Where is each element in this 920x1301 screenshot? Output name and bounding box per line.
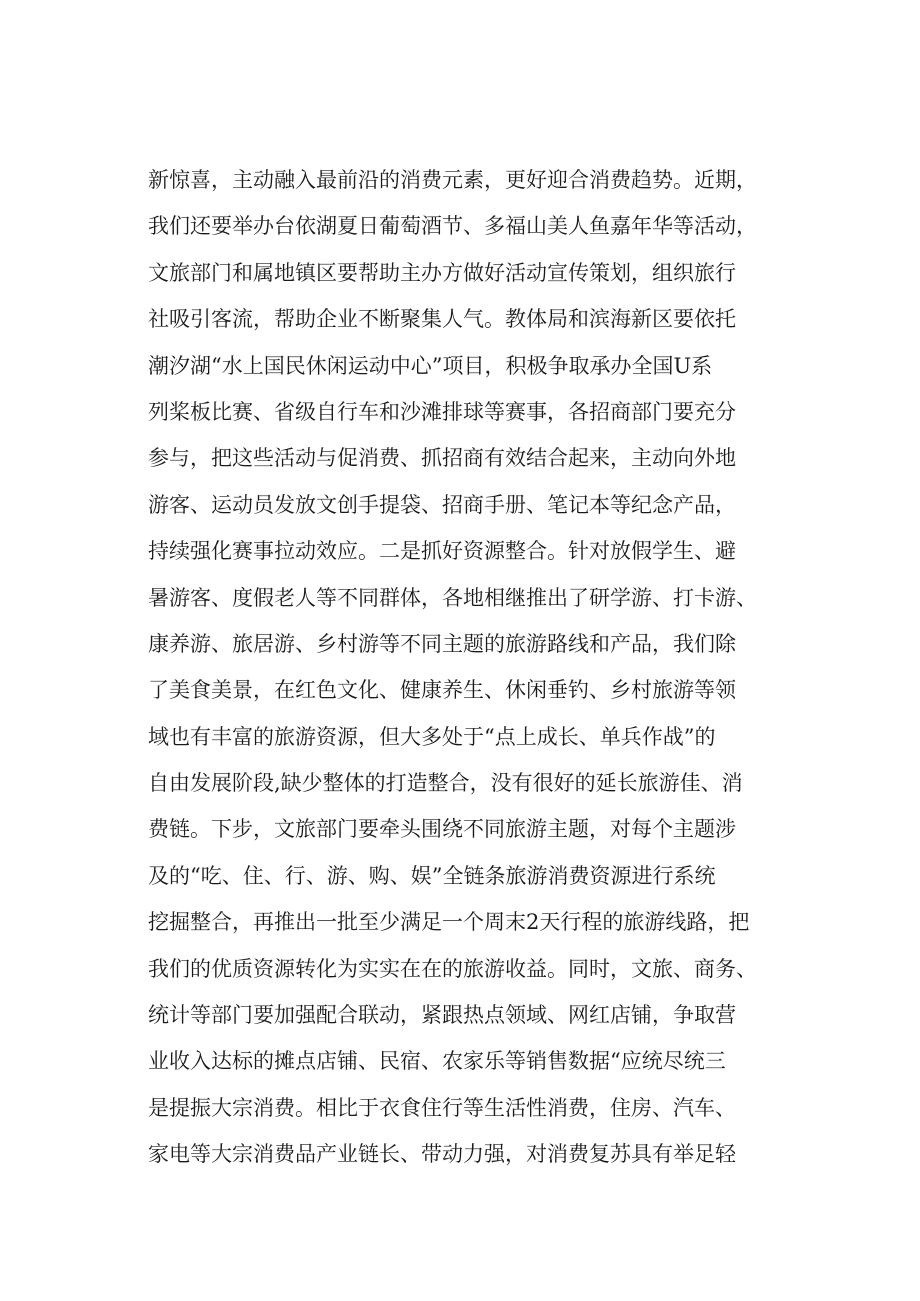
text-line: 业收入达标的摊点店铺、民宿、农家乐等销售数据“应统尽统三 (148, 1049, 726, 1074)
text-line: 是提振大宗消费。相比于衣食住行等生活性消费，住房、汽车、 (148, 1095, 736, 1120)
text-line: 统计等部门要加强配合联动，紧跟热点领域、网红店铺，争取营 (148, 1003, 736, 1028)
body-paragraph (148, 157, 808, 1178)
text-line: 我们的优质资源转化为实实在在的旅游收益。同时，文旅、商务、 (148, 956, 757, 981)
text-line: 费链。下步，文旅部门要牵头围绕不同旅游主题，对每个主题涉 (148, 817, 736, 842)
text-line: 持续强化赛事拉动效应。二是抓好资源整合。针对放假学生、避 (148, 539, 736, 564)
text-line: 自由发展阶段,缺少整体的打造整合，没有很好的延长旅游佳、消 (148, 771, 743, 796)
text-line: 域也有丰富的旅游资源，但大多处于“点上成长、单兵作战”的 (148, 724, 716, 749)
text-line: 了美食美景，在红色文化、健康养生、休闲垂钓、乡村旅游等领 (148, 678, 736, 703)
text-line: 游客、运动员发放文创手提袋、招商手册、笔记本等纪念产品， (148, 492, 736, 517)
text-line: 新惊喜，主动融入最前沿的消费元素，更好迎合消费趋势。近期， (148, 168, 757, 192)
text-line: 挖掘整合，再推出一批至少满足一个周末2天行程的旅游线路，把 (148, 910, 750, 935)
text-line: 列桨板比赛、省级自行车和沙滩排球等赛事，各招商部门要充分 (148, 399, 736, 424)
text-line: 暑游客、度假老人等不同群体，各地相继推出了研学游、打卡游、 (148, 585, 757, 610)
text-line: 我们还要举办台依湖夏日葡萄酒节、多福山美人鱼嘉年华等活动， (148, 214, 757, 239)
text-line: 及的“吃、住、行、游、购、娱”全链条旅游消费资源进行系统 (148, 863, 716, 888)
text-line: 社吸引客流，帮助企业不断聚集人气。教体局和滨海新区要依托 (148, 307, 736, 332)
text-line: 家电等大宗消费品产业链长、带动力强，对消费复苏具有举足轻 (148, 1142, 736, 1167)
text-line: 康养游、旅居游、乡村游等不同主题的旅游路线和产品，我们除 (148, 631, 736, 656)
text-line: 参与，把这些活动与促消费、抓招商有效结合起来，主动向外地 (148, 446, 736, 471)
text-line: 文旅部门和属地镇区要帮助主办方做好活动宣传策划，组织旅行 (148, 260, 736, 285)
text-line: 潮汐湖“水上国民休闲运动中心”项目，积极争取承办全国U系 (148, 353, 713, 378)
